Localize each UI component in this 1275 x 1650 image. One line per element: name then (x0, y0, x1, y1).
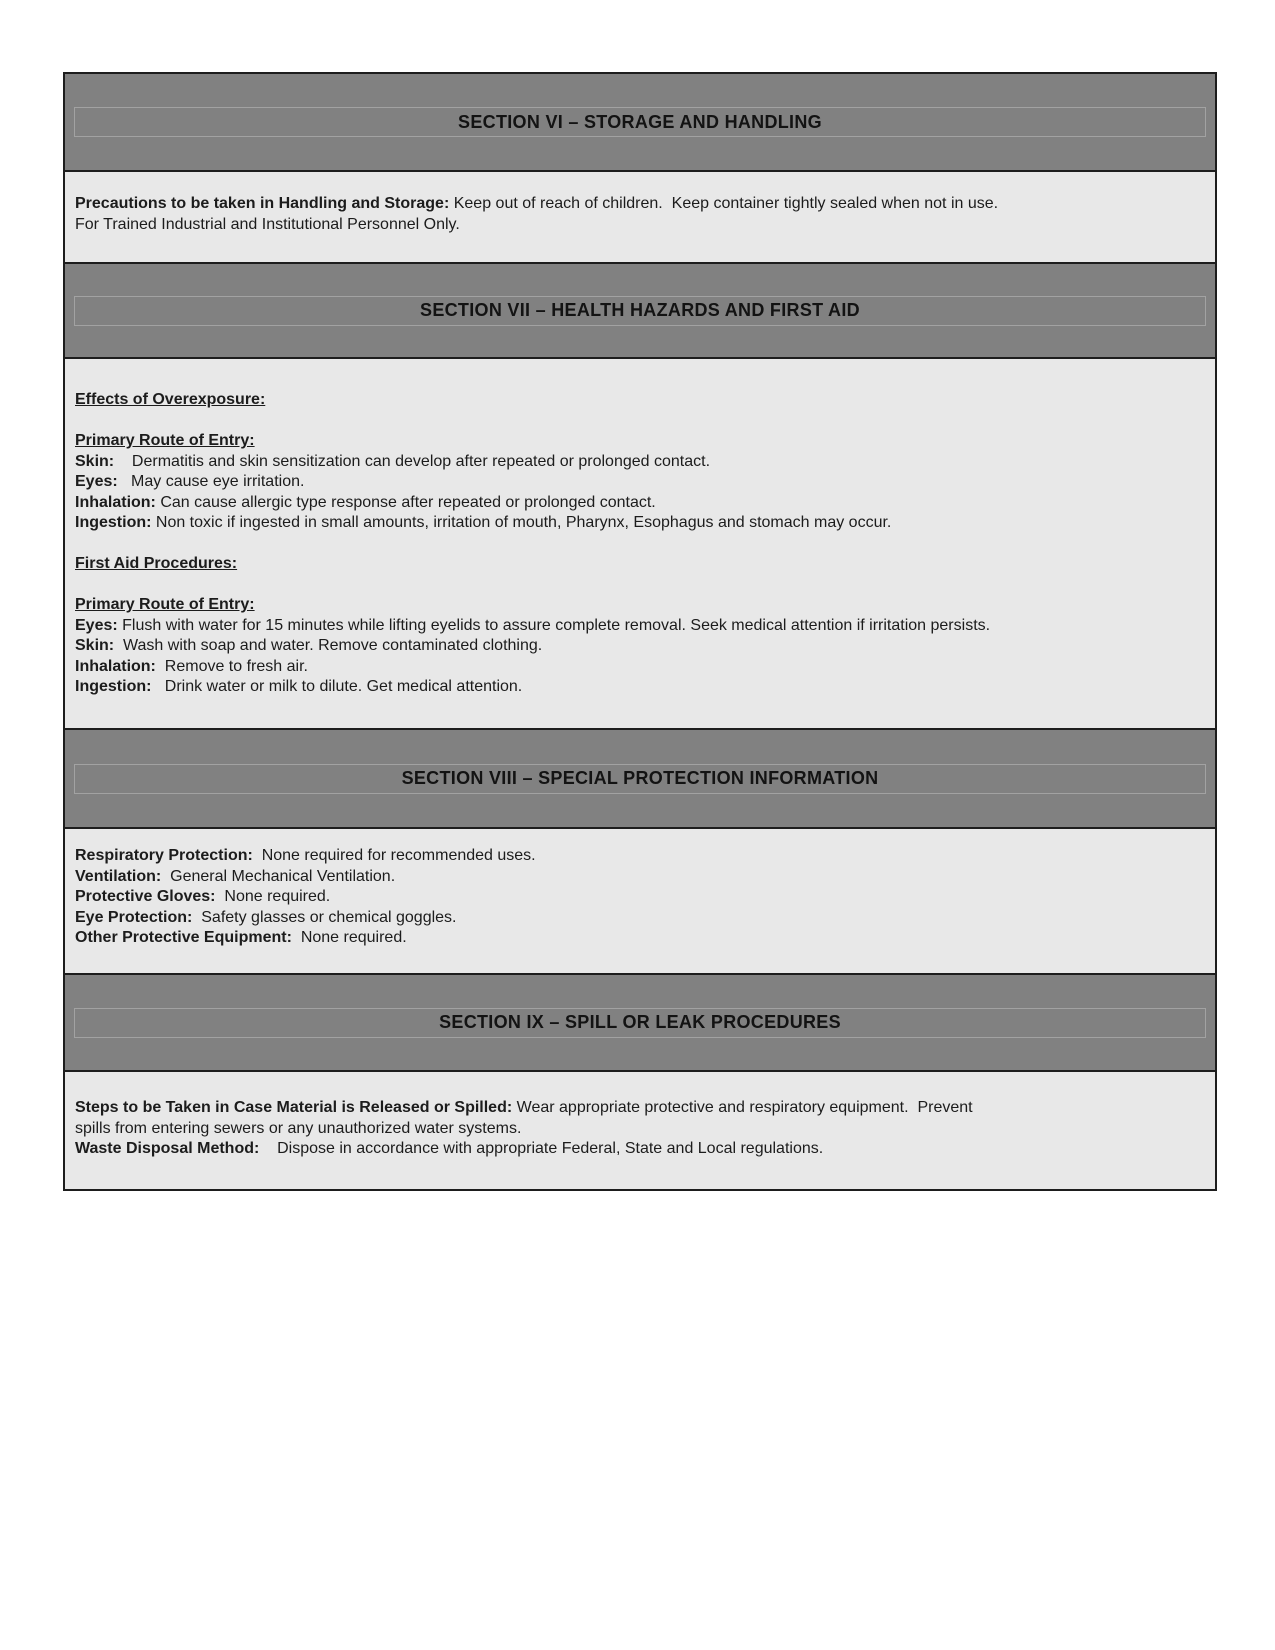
section-ix-title: SECTION IX – SPILL OR LEAK PROCEDURES (439, 1012, 841, 1032)
effects-of-overexposure-heading: Effects of Overexposure: (75, 391, 266, 408)
section-viii-header (65, 728, 1215, 827)
section-vii-content (65, 357, 1215, 728)
exposure-eyes-row (75, 472, 1209, 493)
ventilation-value: General Mechanical Ventilation. (161, 867, 396, 885)
spill-steps-label: Steps to be Taken in Case Material is Released or Spilled: (75, 1099, 513, 1116)
eye-protection-row (75, 908, 1209, 929)
precautions-text-line1: Keep out of reach of children. Keep container tightly sealed when not in use. (449, 195, 999, 212)
section-vii-header (65, 262, 1215, 357)
exposure-ingestion-value: Non toxic if ingested in small amounts, irritation of mouth, Pharynx, Esophagus and stomach may occur. (151, 514, 892, 531)
first-aid-eyes-row (75, 616, 1209, 637)
protective-gloves-value: None required. (215, 888, 331, 905)
section-viii-content (65, 827, 1215, 973)
precautions-text-line2: For Trained Industrial and Institutional Personnel Only. (75, 215, 460, 233)
first-aid-route-heading: Primary Route of Entry: (75, 596, 255, 613)
section-ix-header (65, 973, 1215, 1070)
respiratory-protection-value: None required for recommended uses. (252, 847, 536, 864)
exposure-ingestion-row (75, 513, 1209, 534)
section-vi-title: SECTION VI – STORAGE AND HANDLING (458, 111, 822, 132)
blank-line (75, 411, 1209, 432)
waste-disposal-label: Waste Disposal Method: (75, 1140, 260, 1157)
section-viii-title-box (74, 764, 1206, 794)
first-aid-inhalation-row (75, 657, 1209, 678)
protective-gloves-label: Protective Gloves: (75, 888, 216, 905)
section-vii-title-box (74, 296, 1206, 326)
blank-line (75, 575, 1209, 596)
eye-protection-label: Eye Protection: (75, 908, 193, 926)
first-aid-skin-label: Skin: (75, 637, 115, 654)
exposure-ingestion-label: Ingestion: (75, 514, 152, 531)
ventilation-row (75, 867, 1209, 888)
exposure-inhalation-value: Can cause allergic type response after repeated or prolonged contact. (155, 493, 656, 511)
section-viii-title: SECTION VIII – SPECIAL PROTECTION INFORMATION (401, 768, 879, 788)
exposure-skin-label: Skin: (75, 452, 115, 470)
first-aid-ingestion-value: Drink water or milk to dilute. Get medical attention. (151, 678, 523, 695)
first-aid-eyes-label: Eyes: (75, 616, 118, 634)
respiratory-protection-label: Respiratory Protection: (75, 847, 253, 864)
section-vi-header (65, 74, 1215, 170)
waste-disposal-value: Dispose in accordance with appropriate Federal, State and Local regulations. (259, 1140, 824, 1157)
other-protective-equipment-label: Other Protective Equipment: (75, 929, 292, 946)
exposure-inhalation-row (75, 493, 1209, 514)
exposure-skin-value: Dermatitis and skin sensitization can develop after repeated or prolonged contact. (114, 452, 711, 470)
first-aid-inhalation-label: Inhalation: (75, 657, 156, 675)
first-aid-skin-value: Wash with soap and water. Remove contaminated clothing. (114, 637, 543, 654)
first-aid-procedures-heading: First Aid Procedures: (75, 555, 238, 572)
precautions-paragraph (75, 194, 1209, 215)
section-vi-title-box (74, 107, 1206, 137)
section-vi-content (65, 170, 1215, 262)
exposure-eyes-label: Eyes: (75, 473, 118, 490)
msds-document (63, 72, 1217, 1191)
waste-disposal-row (75, 1139, 1209, 1160)
spill-steps-paragraph (75, 1098, 1209, 1119)
first-aid-ingestion-row (75, 677, 1209, 698)
protective-gloves-row (75, 887, 1209, 908)
exposure-skin-row (75, 452, 1209, 473)
first-aid-skin-row (75, 636, 1209, 657)
spill-steps-text-line1: Wear appropriate protective and respiratory equipment. Prevent (512, 1099, 973, 1116)
first-aid-inhalation-value: Remove to fresh air. (155, 657, 308, 675)
spill-steps-text-line2: spills from entering sewers or any unauthorized water systems. (75, 1119, 522, 1137)
respiratory-protection-row (75, 846, 1209, 867)
section-ix-title-box (74, 1008, 1206, 1038)
section-ix-content (65, 1070, 1215, 1189)
other-protective-equipment-row (75, 928, 1209, 949)
section-vii-title: SECTION VII – HEALTH HAZARDS AND FIRST AID (420, 300, 860, 320)
exposure-inhalation-label: Inhalation: (75, 493, 156, 511)
exposure-eyes-value: May cause eye irritation. (117, 473, 305, 490)
other-protective-equipment-value: None required. (291, 929, 407, 946)
first-aid-ingestion-label: Ingestion: (75, 678, 152, 695)
ventilation-label: Ventilation: (75, 867, 162, 885)
first-aid-eyes-value: Flush with water for 15 minutes while lifting eyelids to assure complete removal. Seek medical attention if irritation persists. (117, 616, 991, 634)
primary-route-heading: Primary Route of Entry: (75, 432, 255, 449)
eye-protection-value: Safety glasses or chemical goggles. (192, 908, 457, 926)
precautions-label: Precautions to be taken in Handling and Storage: (75, 195, 450, 212)
blank-line (75, 534, 1209, 555)
